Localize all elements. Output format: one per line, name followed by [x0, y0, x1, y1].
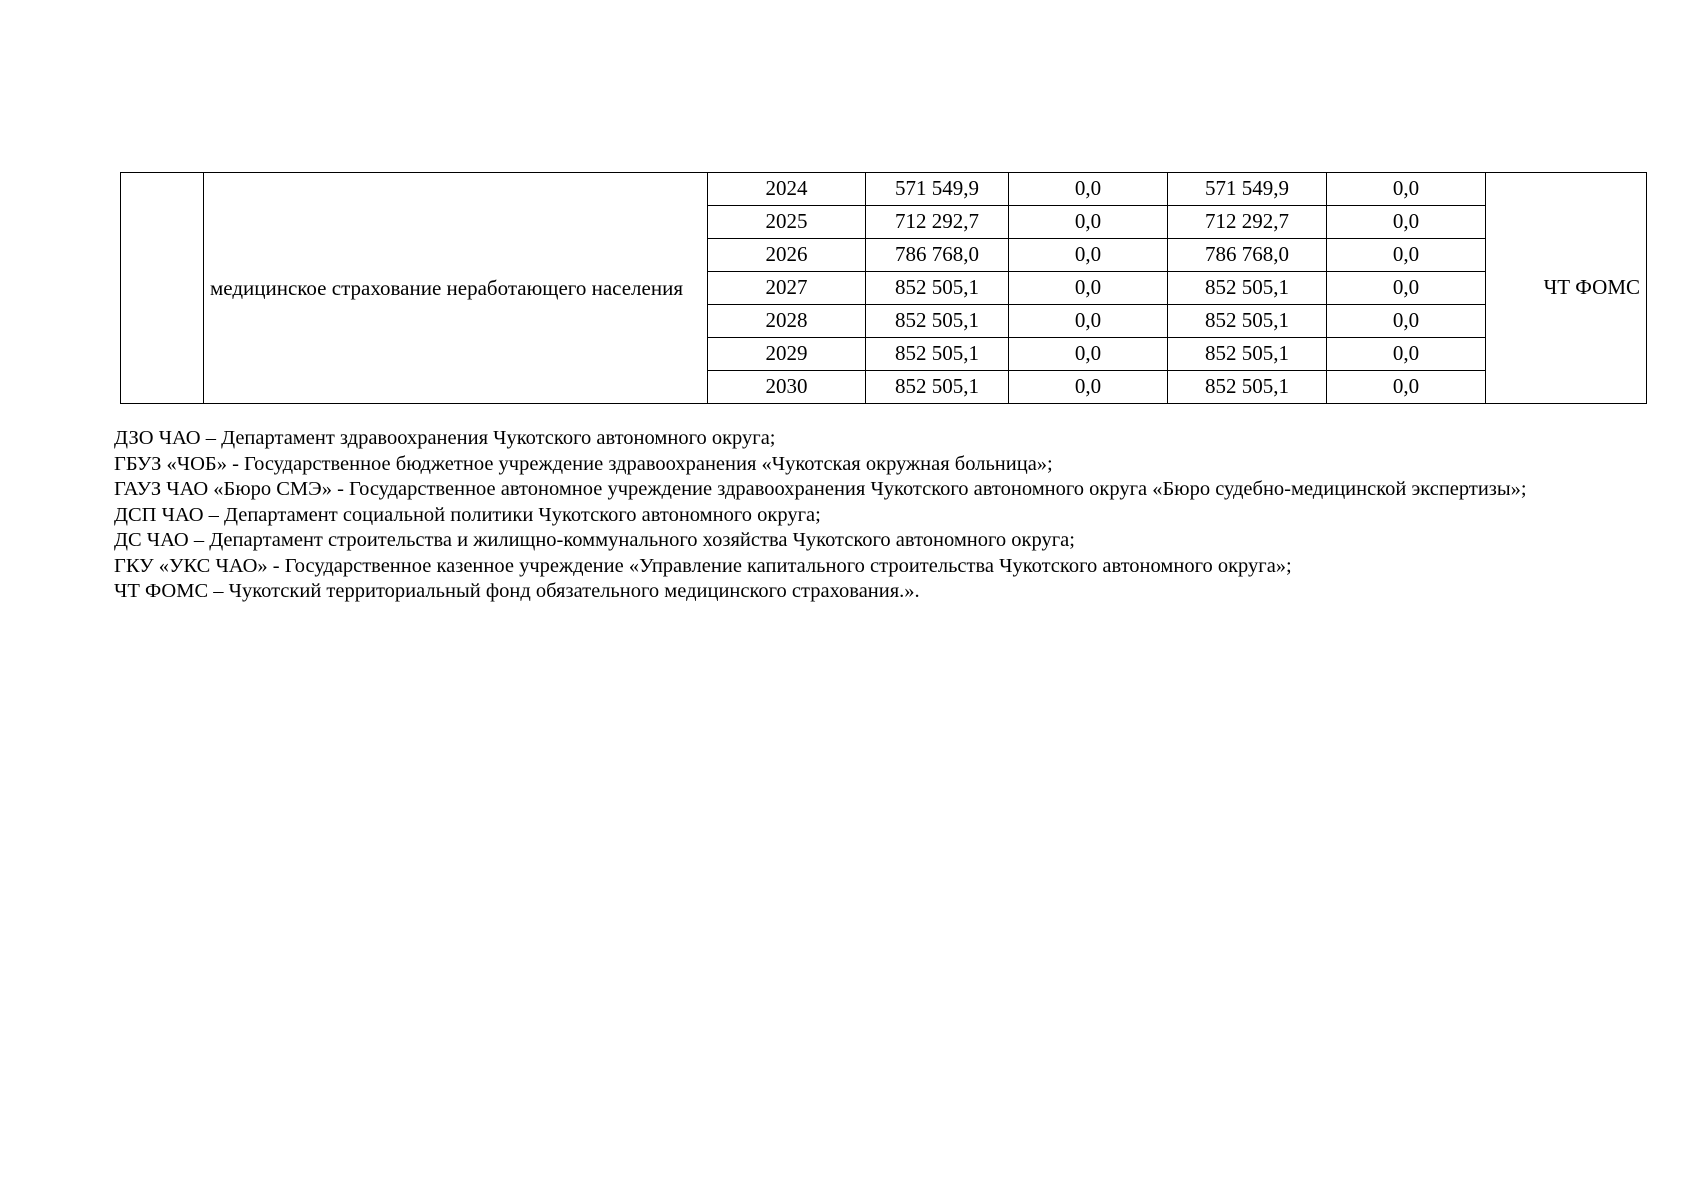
abbreviations-list	[114, 426, 1607, 605]
footnote-dzo: ДЗО ЧАО – Департамент здравоохранения Чукотского автономного округа;	[114, 427, 776, 449]
other-sources-cell: 0,0	[1327, 272, 1486, 305]
other-sources-cell: 0,0	[1327, 305, 1486, 338]
year-cell: 2030	[708, 371, 866, 404]
year-cell: 2029	[708, 338, 866, 371]
year-cell: 2027	[708, 272, 866, 305]
total-cell: 712 292,7	[866, 206, 1009, 239]
okrug-budget-cell: 712 292,7	[1168, 206, 1327, 239]
federal-budget-cell: 0,0	[1009, 305, 1168, 338]
total-cell: 852 505,1	[866, 272, 1009, 305]
year-cell: 2028	[708, 305, 866, 338]
table-row	[121, 173, 1647, 206]
footnote-cht-foms: ЧТ ФОМС – Чукотский территориальный фонд обязательного медицинского страхования.».	[114, 580, 920, 602]
okrug-budget-cell: 786 768,0	[1168, 239, 1327, 272]
okrug-budget-cell: 852 505,1	[1168, 305, 1327, 338]
federal-budget-cell: 0,0	[1009, 239, 1168, 272]
federal-budget-cell: 0,0	[1009, 338, 1168, 371]
other-sources-cell: 0,0	[1327, 338, 1486, 371]
year-cell: 2025	[708, 206, 866, 239]
row-number-cell	[121, 173, 204, 404]
federal-budget-cell: 0,0	[1009, 173, 1168, 206]
okrug-budget-cell: 852 505,1	[1168, 338, 1327, 371]
other-sources-cell: 0,0	[1327, 206, 1486, 239]
footnote-dsp: ДСП ЧАО – Департамент социальной политики Чукотского автономного округа;	[114, 503, 821, 526]
executor-cell: ЧТ ФОМС	[1486, 173, 1647, 404]
federal-budget-cell: 0,0	[1009, 206, 1168, 239]
okrug-budget-cell: 852 505,1	[1168, 272, 1327, 305]
other-sources-cell: 0,0	[1327, 371, 1486, 404]
financing-table-body	[121, 173, 1647, 404]
okrug-budget-cell: 571 549,9	[1168, 173, 1327, 206]
other-sources-cell: 0,0	[1327, 173, 1486, 206]
year-cell: 2024	[708, 173, 866, 206]
total-cell: 571 549,9	[866, 173, 1009, 206]
financing-table	[120, 172, 1647, 404]
other-sources-cell: 0,0	[1327, 239, 1486, 272]
total-cell: 786 768,0	[866, 239, 1009, 272]
federal-budget-cell: 0,0	[1009, 371, 1168, 404]
footnote-ds: ДС ЧАО – Департамент строительства и жилищно-коммунального хозяйства Чукотского автономного округа;	[114, 529, 1075, 551]
total-cell: 852 505,1	[866, 371, 1009, 404]
total-cell: 852 505,1	[866, 338, 1009, 371]
okrug-budget-cell: 852 505,1	[1168, 371, 1327, 404]
row-description-cell: медицинское страхование неработающего населения	[204, 173, 708, 404]
footnote-gku-uks: ГКУ «УКС ЧАО» - Государственное казенное учреждение «Управление капитального строительства Чукотского автономного округа»;	[114, 554, 1292, 577]
footnote-gauz-sme: ГАУЗ ЧАО «Бюро СМЭ» - Государственное автономное учреждение здравоохранения Чукотского автономного округа «Бюро судебно-медицинской экспертизы»;	[114, 478, 1527, 500]
federal-budget-cell: 0,0	[1009, 272, 1168, 305]
footnote-gbuz-chob: ГБУЗ «ЧОБ» - Государственное бюджетное учреждение здравоохранения «Чукотская окружная больница»;	[114, 452, 1053, 475]
year-cell: 2026	[708, 239, 866, 272]
total-cell: 852 505,1	[866, 305, 1009, 338]
